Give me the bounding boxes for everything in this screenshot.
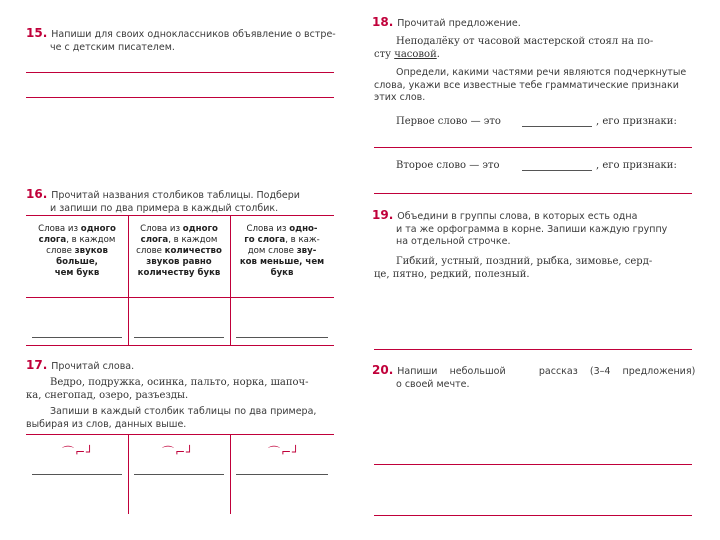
task-18: 18. Прочитай предложение.: [372, 15, 521, 29]
task-number: 19.: [372, 208, 394, 222]
answer-line[interactable]: [26, 97, 334, 98]
task-number: 16.: [26, 187, 48, 201]
answer-blank[interactable]: [522, 126, 592, 127]
table-header-col3: Слова из одно- го слога, в каж- дом слове зву- ков меньше, чем букв: [239, 224, 325, 278]
answer-line[interactable]: [236, 337, 328, 338]
answer-blank[interactable]: [522, 170, 592, 171]
morpheme-suffix-icon: ⌒⌐┘: [62, 445, 95, 459]
table-divider: [128, 434, 129, 514]
table-top-line: [26, 434, 334, 435]
answer-line[interactable]: [236, 474, 328, 475]
first-word-prompt: Первое слово — это: [396, 116, 501, 127]
answer-line[interactable]: [32, 337, 122, 338]
task-19: 19. Объедини в группы слова, в которых есть одна и та же орфограмма в корне. Запиши каждую группу на отдельной строчке.: [372, 208, 668, 247]
morpheme-suffix-icon: ⌒⌐┘: [268, 445, 301, 459]
word-list: Ведро, подружка, осинка, пальто, норка, шапоч- ка, снегопад, озеро, разъезды.: [26, 377, 309, 401]
task-number: 20.: [372, 363, 394, 377]
first-word-features: , его признаки:: [596, 116, 677, 127]
answer-line[interactable]: [134, 474, 224, 475]
word-list: Гибкий, устный, поздний, рыбка, зимовье, серд- це, пятно, редкий, полезный.: [374, 256, 653, 280]
table-header-line: [26, 297, 334, 298]
answer-line[interactable]: [374, 147, 692, 148]
second-word-prompt: Второе слово — это: [396, 160, 500, 171]
task-number: 18.: [372, 15, 394, 29]
answer-line[interactable]: [374, 464, 692, 465]
task-16: 16. Прочитай названия столбиков таблицы. Подбери и запиши по два примера в каждый столбик.: [26, 187, 300, 214]
table-divider: [230, 434, 231, 514]
answer-line[interactable]: [134, 337, 224, 338]
task-20: 20. Напиши небольшой рассказ (3–4 предложения) о своей мечте.: [372, 363, 696, 390]
underlined-word: часовой: [394, 49, 437, 60]
answer-line[interactable]: [374, 349, 692, 350]
table-header-col2: Слова из одного слога, в каждом слове количество звуков равно количеству букв: [136, 224, 222, 278]
answer-line[interactable]: [26, 72, 334, 73]
morpheme-suffix-icon: ⌒⌐┘: [162, 445, 195, 459]
task-17-instruction: Запиши в каждый столбик таблицы по два примера, выбирая из слов, данных выше.: [26, 406, 317, 430]
task-17: 17. Прочитай слова.: [26, 358, 135, 372]
task-number: 15.: [26, 26, 48, 40]
table-top-line: [26, 215, 334, 216]
task-number: 17.: [26, 358, 48, 372]
answer-line[interactable]: [374, 193, 692, 194]
task-15: 15. Напиши для своих одноклассников объявление о встре- че с детским писателем.: [26, 26, 336, 53]
task-18-instruction: Определи, какими частями речи являются подчеркнутые слова, укажи все известные тебе грамматические признаки этих слов.: [374, 67, 687, 103]
answer-line[interactable]: [374, 515, 692, 516]
table-bottom-line: [26, 345, 334, 346]
answer-line[interactable]: [32, 474, 122, 475]
table-header-col1: Слова из одного слога, в каждом слове звуков больше, чем букв: [38, 224, 116, 278]
sentence: Неподалёку от часовой мастерской стоял на по- сту часовой.: [374, 36, 654, 60]
second-word-features: , его признаки:: [596, 160, 677, 171]
